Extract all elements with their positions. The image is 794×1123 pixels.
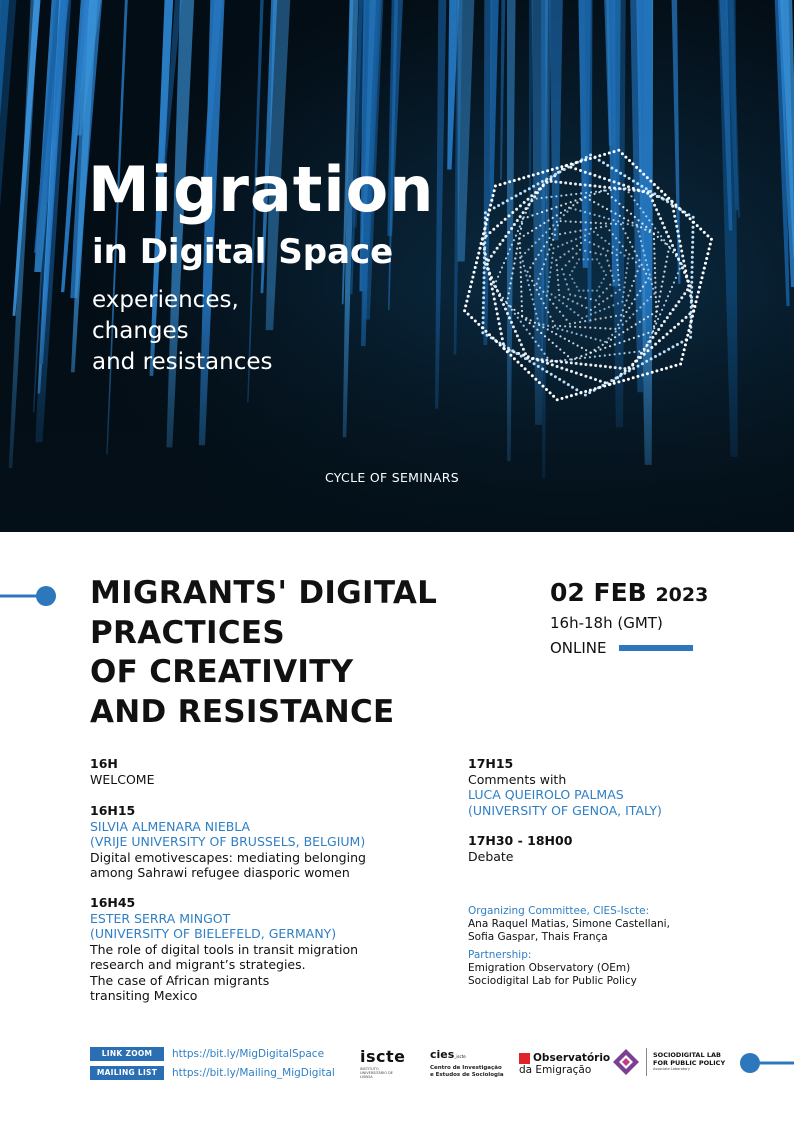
hero-subtitle: in Digital Space bbox=[92, 232, 394, 272]
talk-title: among Sahrawi refugee diasporic women bbox=[90, 865, 350, 880]
series-label: CYCLE OF SEMINARS bbox=[325, 470, 459, 485]
event-time: 16h-18h (GMT) bbox=[550, 614, 663, 632]
decorative-dot-line-left bbox=[0, 585, 60, 607]
iscte-logo-subtitle: INSTITUTO UNIVERSITÁRIO DE LISBOA bbox=[360, 1067, 394, 1079]
observatorio-logo bbox=[519, 1052, 610, 1076]
event-date-year: 2023 bbox=[655, 584, 709, 606]
program-description: WELCOME bbox=[90, 771, 155, 787]
program-time: 17H15 bbox=[468, 756, 514, 771]
logo-separator bbox=[646, 1048, 647, 1076]
sociodigital-logo-line2: FOR PUBLIC POLICY bbox=[653, 1058, 726, 1067]
mailing-list-tag: MAILING LIST bbox=[90, 1066, 164, 1080]
partnership-heading: Partnership: bbox=[468, 949, 532, 961]
talk-title: transiting Mexico bbox=[90, 988, 198, 1003]
hero-tagline bbox=[92, 285, 432, 378]
speaker-affiliation: (VRIJE UNIVERSITY OF BRUSSELS, BELGIUM) bbox=[90, 834, 366, 849]
organizing-heading: Organizing Committee, CIES-Iscte: bbox=[468, 905, 650, 917]
program-item bbox=[90, 895, 430, 1004]
sociodigital-logo-line1: SOCIODIGITAL LAB bbox=[653, 1051, 721, 1059]
program-time: 17H30 - 18H00 bbox=[468, 833, 573, 848]
observatorio-logo-line2: da Emigração bbox=[519, 1064, 592, 1076]
hero-banner bbox=[0, 0, 794, 532]
event-title-line: MIGRANTS' DIGITAL bbox=[90, 575, 438, 611]
partner-name: Sociodigital Lab for Public Policy bbox=[468, 974, 637, 987]
event-mode-label: ONLINE bbox=[550, 639, 607, 657]
organizing-committee bbox=[468, 905, 670, 943]
tagline-line: changes bbox=[92, 318, 189, 344]
tagline-line: experiences, bbox=[92, 287, 239, 313]
observatorio-logo-line1: Observatório bbox=[533, 1052, 611, 1064]
event-date bbox=[550, 578, 750, 610]
hero-title: Migration bbox=[88, 153, 435, 226]
cies-logo-subtitle: e Estudos de Sociologia bbox=[430, 1071, 504, 1078]
program-item bbox=[468, 833, 768, 864]
event-title bbox=[90, 574, 490, 732]
event-title-line: OF CREATIVITY bbox=[90, 654, 354, 690]
program-time: 16H45 bbox=[90, 895, 136, 910]
event-mode bbox=[550, 638, 750, 658]
tagline-line: and resistances bbox=[92, 349, 273, 375]
talk-title: The case of African migrants bbox=[90, 972, 270, 988]
partner-name: Emigration Observatory (OEm) bbox=[468, 961, 631, 974]
online-accent-bar bbox=[619, 645, 693, 651]
event-title-line: PRACTICES bbox=[90, 614, 285, 651]
event-date-day: 02 FEB bbox=[550, 578, 647, 607]
talk-title: The role of digital tools in transit migration bbox=[90, 941, 359, 957]
speaker-name: LUCA QUEIROLO PALMAS bbox=[468, 787, 624, 802]
cies-logo-name: cies_iscte bbox=[430, 1048, 466, 1061]
link-zoom-tag: LINK ZOOM bbox=[90, 1047, 164, 1061]
cies-logo bbox=[430, 1049, 504, 1078]
program-description: Debate bbox=[468, 848, 514, 864]
organizing-members: Ana Raquel Matias, Simone Castellani, bbox=[468, 917, 670, 930]
iscte-logo bbox=[360, 1049, 406, 1079]
talk-title: Digital emotivescapes: mediating belonging bbox=[90, 849, 366, 865]
observatorio-mark-icon bbox=[519, 1053, 530, 1064]
zoom-link[interactable]: https://bit.ly/MigDigitalSpace bbox=[172, 1048, 325, 1060]
sociodigital-lab-logo bbox=[612, 1048, 725, 1076]
iscte-logo-name: iscte bbox=[360, 1047, 406, 1066]
speaker-affiliation: (UNIVERSITY OF BIELEFELD, GERMANY) bbox=[90, 926, 337, 941]
speaker-name: ESTER SERRA MINGOT bbox=[90, 910, 231, 926]
program-time: 16H bbox=[90, 756, 118, 771]
sociodigital-logo-line3: Associate Laboratory bbox=[653, 1067, 690, 1071]
cies-logo-subtitle: Centro de Investigação bbox=[430, 1065, 502, 1071]
talk-title: research and migrant’s strategies. bbox=[90, 957, 306, 972]
event-title-line: AND RESISTANCE bbox=[90, 693, 395, 730]
program-item bbox=[90, 803, 430, 881]
speaker-name: SILVIA ALMENARA NIEBLA bbox=[90, 818, 251, 834]
program-description: Comments with bbox=[468, 771, 567, 787]
decorative-dot-line-right bbox=[738, 1052, 794, 1074]
sociodigital-lab-mark-icon bbox=[612, 1048, 640, 1076]
program-item bbox=[90, 756, 430, 787]
program-item bbox=[468, 756, 768, 818]
partnership bbox=[468, 949, 637, 987]
organizing-members: Sofia Gaspar, Thais França bbox=[468, 930, 608, 943]
mailing-list-link[interactable]: https://bit.ly/Mailing_MigDigital bbox=[172, 1067, 335, 1079]
speaker-affiliation: (UNIVERSITY OF GENOA, ITALY) bbox=[468, 802, 662, 818]
event-date-block bbox=[550, 578, 750, 658]
program-time: 16H15 bbox=[90, 803, 136, 818]
